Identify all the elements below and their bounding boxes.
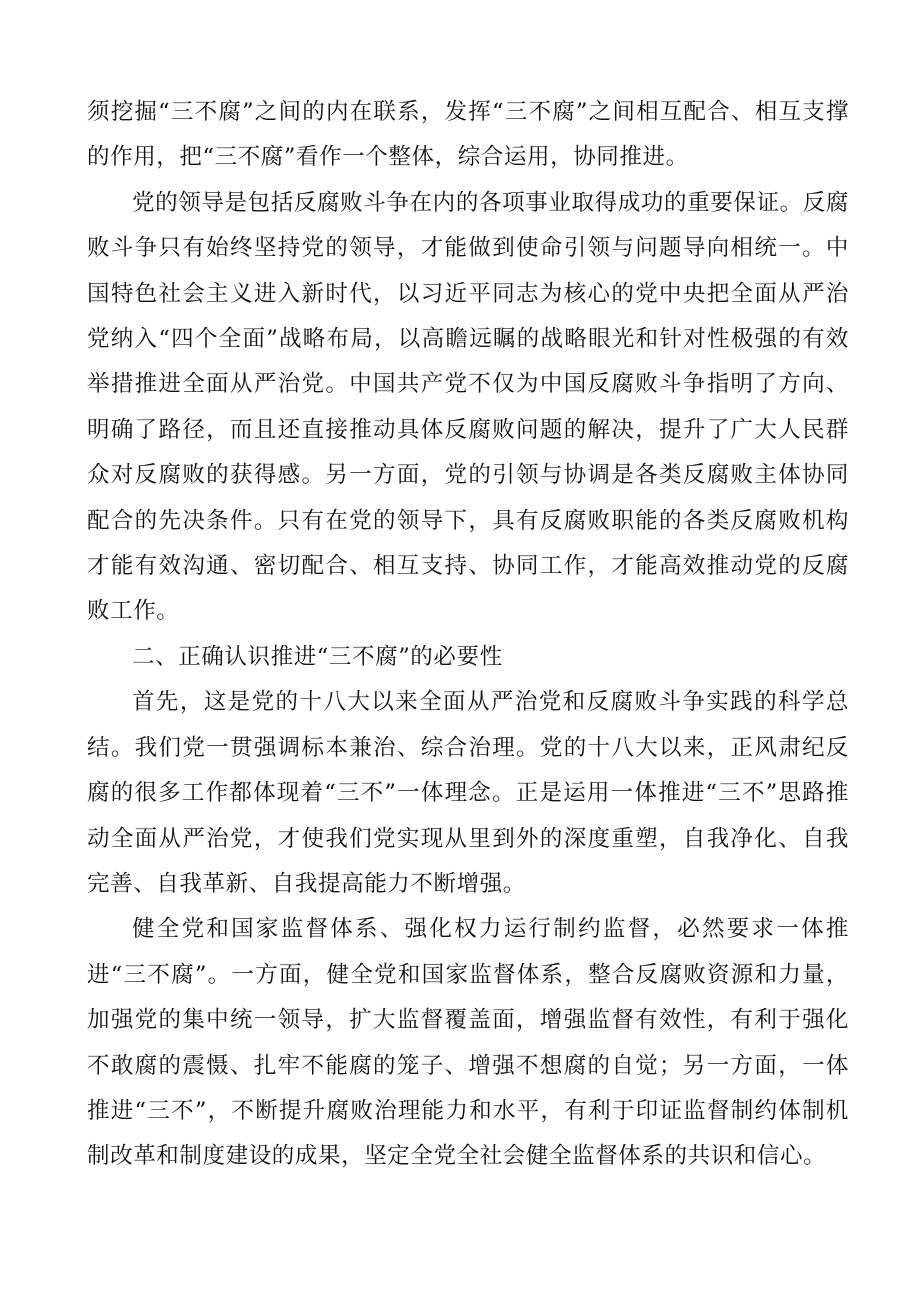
paragraph-2: 党的领导是包括反腐败斗争在内的各项事业取得成功的重要保证。反腐败斗争只有始终坚持党的领导，才能做到使命引领与问题导向相统一。中国特色社会主义进入新时代，以习近平同志为核心的党中央把全面从严治党纳入“四个全面”战略布局，以高瞻远瞩的战略眼光和针对性极强的有效举措推进全面从严治党。中国共产党不仅为中国反腐败斗争指明了方向、明确了路径，而且还直接推动具体反腐败问题的解决，提升了广大人民群众对反腐败的获得感。另一方面，党的引领与协调是各类反腐败主体协同配合的先决条件。只有在党的领导下，具有反腐败职能的各类反腐败机构才能有效沟通、密切配合、相互支持、协同工作，才能高效推动党的反腐败工作。 — [87, 189, 849, 625]
paragraph-1: 须挖掘“三不腐”之间的内在联系，发挥“三不腐”之间相互配合、相互支撑的作用，把“三不腐”看作一个整体，综合运用，协同推进。 — [87, 99, 849, 171]
paragraph-3: 首先，这是党的十八大以来全面从严治党和反腐败斗争实践的科学总结。我们党一贯强调标本兼治、综合治理。党的十八大以来，正风肃纪反腐的很多工作都体现着“三不”一体理念。正是运用一体推进“三不”思路推动全面从严治党，才使我们党实现从里到外的深度重塑，自我净化、自我完善、自我革新、自我提高能力不断增强。 — [87, 689, 849, 897]
paragraph-4: 健全党和国家监督体系、强化权力运行制约监督，必然要求一体推进“三不腐”。一方面，健全党和国家监督体系，整合反腐败资源和力量，加强党的集中统一领导，扩大监督覆盖面，增强监督有效性，有利于强化不敢腐的震慑、扎牢不能腐的笼子、增强不想腐的自觉；另一方面，一体推进“三不”，不断提升腐败治理能力和水平，有利于印证监督制约体制机制改革和制度建设的成果，坚定全党全社会健全监督体系的共识和信心。 — [87, 916, 849, 1170]
section-heading: 二、正确认识推进“三不腐”的必要性 — [132, 643, 503, 670]
document-page — [87, 90, 849, 1180]
